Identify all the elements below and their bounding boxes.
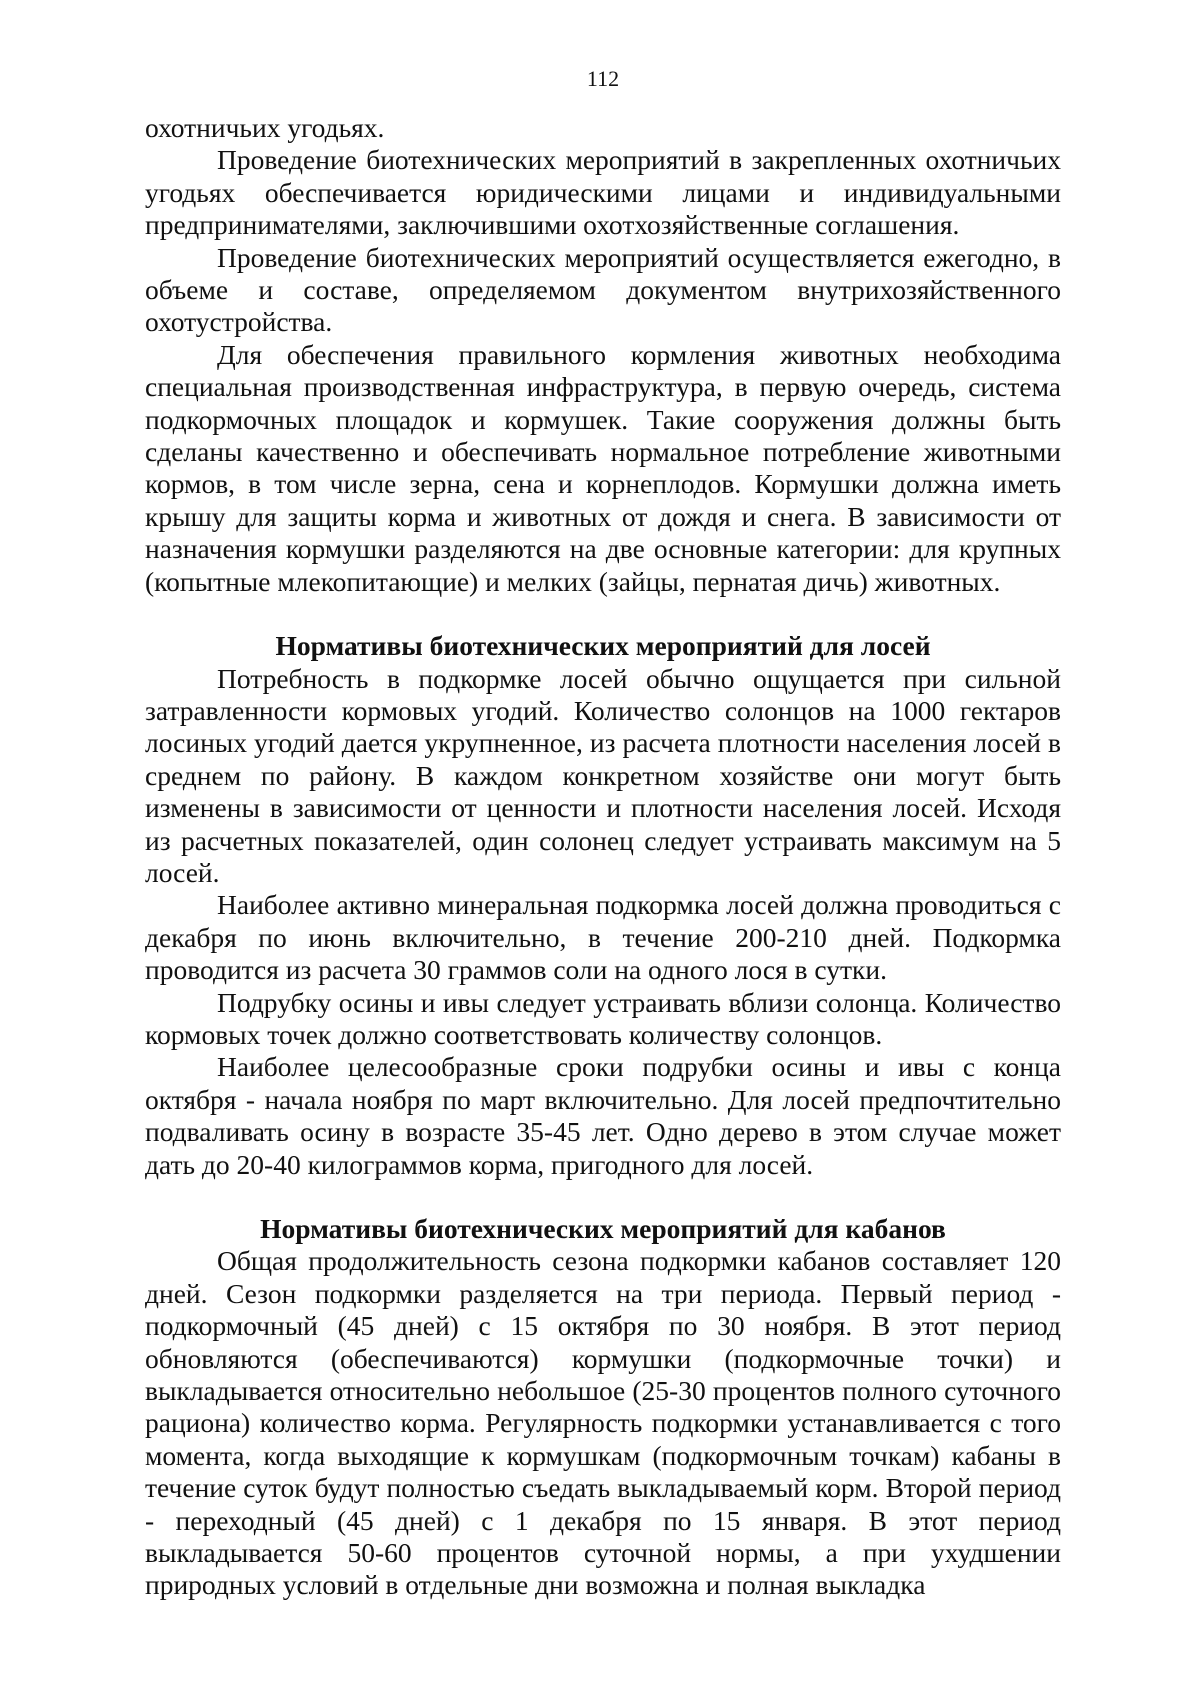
paragraph-continuation: охотничьих угодьях. [145, 112, 385, 143]
section-heading-boars: Нормативы биотехнических мероприятий для кабанов [260, 1213, 946, 1244]
paragraph-moose-timing: Наиболее целесообразные сроки подрубки осины и ивы с конца октября - начала ноября по март включительно. Для лосей предпочтительно подваливать осину в возрасте 35-45 лет. Одно дерево в этом случае может дать до 20-40 килограммов корма, пригодного для лосей. [145, 1051, 1061, 1180]
paragraph-responsible-parties: Проведение биотехнических мероприятий в закрепленных охотничьих угодьях обеспечивается юридическими лицами и индивидуальными предпринимателями, заключившими охотхозяйственные соглашения. [145, 144, 1061, 241]
section-heading-moose: Нормативы биотехнических мероприятий для лосей [275, 630, 931, 662]
paragraph-moose-felling: Подрубку осины и ивы следует устраивать вблизи солонца. Количество кормовых точек должно соответствовать количеству солонцов. [145, 986, 1061, 1050]
paragraph-moose-need: Потребность в подкормке лосей обычно ощущается при сильной затравленности кормовых угодий. Количество солонцов на 1000 гектаров лосиных угодий дается укрупненное, из расчета плотности населения лосей в среднем по району. В каждом конкретном хозяйстве они могут быть изменены в зависимости от ценности и плотности населения лосей. Исходя из расчетных показателей, один солонец следует устраивать максимум на 5 лосей. [145, 662, 1061, 888]
section-gap [145, 1181, 1061, 1213]
document-page [145, 66, 1061, 1602]
paragraph-moose-mineral: Наиболее активно минеральная подкормка лосей должна проводиться с декабря по июнь включительно, в течение 200-210 дней. Подкормка проводится из расчета 30 граммов соли на одного лося в сутки. [145, 889, 1061, 986]
paragraph-annual-measures: Проведение биотехнических мероприятий осуществляется ежегодно, в объеме и составе, определяемом документом внутрихозяйственного охотустройства. [145, 241, 1061, 338]
section-gap [145, 598, 1061, 630]
page-number: 112 [586, 66, 620, 91]
paragraph-boars-season: Общая продолжительность сезона подкормки кабанов составляет 120 дней. Сезон подкормки разделяется на три периода. Первый период - подкормочный (45 дней) с 15 октября по 30 ноября. В этот период обновляются (обеспечиваются) кормушки (подкормочные точки) и выкладывается относительно небольшое (25-30 процентов полного суточного рациона) количество корма. Регулярность подкормки устанавливается с того момента, когда выходящие к кормушкам (подкормочным точкам) кабаны в течение суток будут полностью съедать выкладываемый корм. Второй период - переходный (45 дней) с 1 декабря по 15 января. В этот период выкладывается 50-60 процентов суточной нормы, а при ухудшении природных условий в отдельные дни возможна и полная выкладка [145, 1245, 1061, 1601]
paragraph-feeding-infrastructure: Для обеспечения правильного кормления животных необходима специальная производственная инфраструктура, в первую очередь, система подкормочных площадок и кормушек. Такие сооружения должны быть сделаны качественно и обеспечивать нормальное потребление животными кормов, в том числе зерна, сена и корнеплодов. Кормушки должна иметь крышу для защиты корма и животных от дождя и снега. В зависимости от назначения кормушки разделяются на две основные категории: для крупных (копытные млекопитающие) и мелких (зайцы, пернатая дичь) животных. [145, 338, 1061, 597]
